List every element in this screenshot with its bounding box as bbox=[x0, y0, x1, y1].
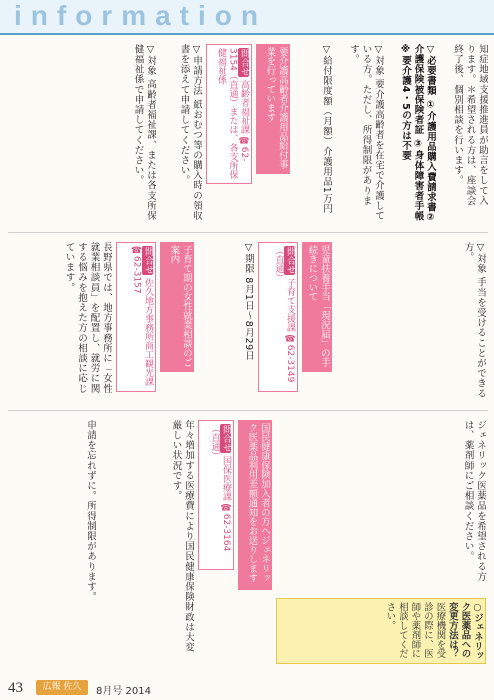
body-text-2: ▽必要書類 ①介護用品購入費請求書②介護保険被保険者証 ③身体障害者手帳 ※要介護4・5の方は不要 bbox=[400, 44, 436, 224]
contact-tag: 問合せ bbox=[285, 247, 295, 274]
contact-tag: 問合せ bbox=[221, 425, 231, 452]
contact-tag: 問合せ bbox=[143, 247, 153, 274]
kokuho-contact bbox=[198, 420, 234, 570]
body-text-11: 年々増加する医療費により国民健康保険財政は大変厳しい状況です。 bbox=[170, 420, 194, 653]
contact-text: 国保医療課 ☎62-3164（直通） bbox=[209, 424, 231, 552]
contact-text: 子育て支援課 ☎62-3149（直通） bbox=[273, 246, 295, 383]
contact-text: 高齢者福祉課 ☎62-3154（直通）または、各支所保健福祉係 bbox=[216, 48, 249, 179]
body-text-3: ▽対象 要介護高齢者を在宅で介護している方。ただし、所得制限があります。 bbox=[348, 44, 384, 221]
child-box-title: 児童扶養手当「現況届」の手続きについて bbox=[302, 242, 332, 372]
diaper-contact bbox=[206, 44, 252, 184]
body-text-9: 長野県では、地方事務所に「女性就業相談員」を配置し、就労に関する悩みを抱えた方の相談に応じています。 bbox=[63, 242, 112, 394]
header-rule bbox=[0, 33, 494, 35]
body-text-1: 知症地域支援推進員が助言をして入ります。＊希望される方は、座談会終了後、個別相談を行います。 bbox=[452, 44, 488, 206]
contact-tag: 問合せ bbox=[239, 49, 249, 76]
body-text-12: 申請を忘れずに。所得制限があります。 bbox=[85, 420, 96, 602]
header-band bbox=[0, 0, 494, 34]
body-text-7: ▽対象 手当を受けることができる方。 bbox=[462, 242, 486, 399]
section-title: information bbox=[14, 0, 267, 31]
divider-2 bbox=[8, 410, 488, 411]
diaper-box-title: 要介護高齢者介護用品給付事業を行っています bbox=[256, 44, 290, 174]
body-text-8: ▽期限 8月1日〜8月29日 bbox=[243, 242, 254, 361]
body-text-4: ▽給付限度額（月額）介護用品1万円 bbox=[321, 44, 332, 214]
body-text-6: ▽対象 高齢者福祉課、または各支所保健福祉係で申請してください。 bbox=[132, 44, 156, 221]
issue-label: 8月号 2014 bbox=[96, 686, 151, 697]
women-box-title: 子育て期の女性就業相談のご案内 bbox=[160, 242, 194, 372]
divider-1 bbox=[8, 232, 488, 233]
body-text-10: ジェネリック医薬品を希望される方は、薬剤師にご相談ください。 bbox=[462, 420, 486, 582]
page-number: 43 bbox=[8, 680, 23, 696]
body-text-5: ▽申請方法 紙おむつ等の購入時の領収書を添えて申請してください。 bbox=[178, 44, 202, 221]
generic-box-title: ○ジェネリック医薬品への変更方法は？ bbox=[447, 602, 483, 660]
contact-text: 佐久地方事務所商工観光課 ☎62-3157 bbox=[131, 246, 153, 386]
generic-info-box bbox=[276, 598, 486, 664]
women-contact bbox=[116, 242, 156, 392]
generic-box-body: 医療機関を受診の際に、医師や薬剤師に相談してください。 bbox=[384, 602, 446, 659]
magazine-logo: 広報 佐久 bbox=[36, 680, 88, 695]
child-contact bbox=[258, 242, 298, 392]
kokuho-box-title: 国民健康保険加入者の方へジェネリック医薬品利用差額通知をお送りします bbox=[238, 420, 272, 590]
